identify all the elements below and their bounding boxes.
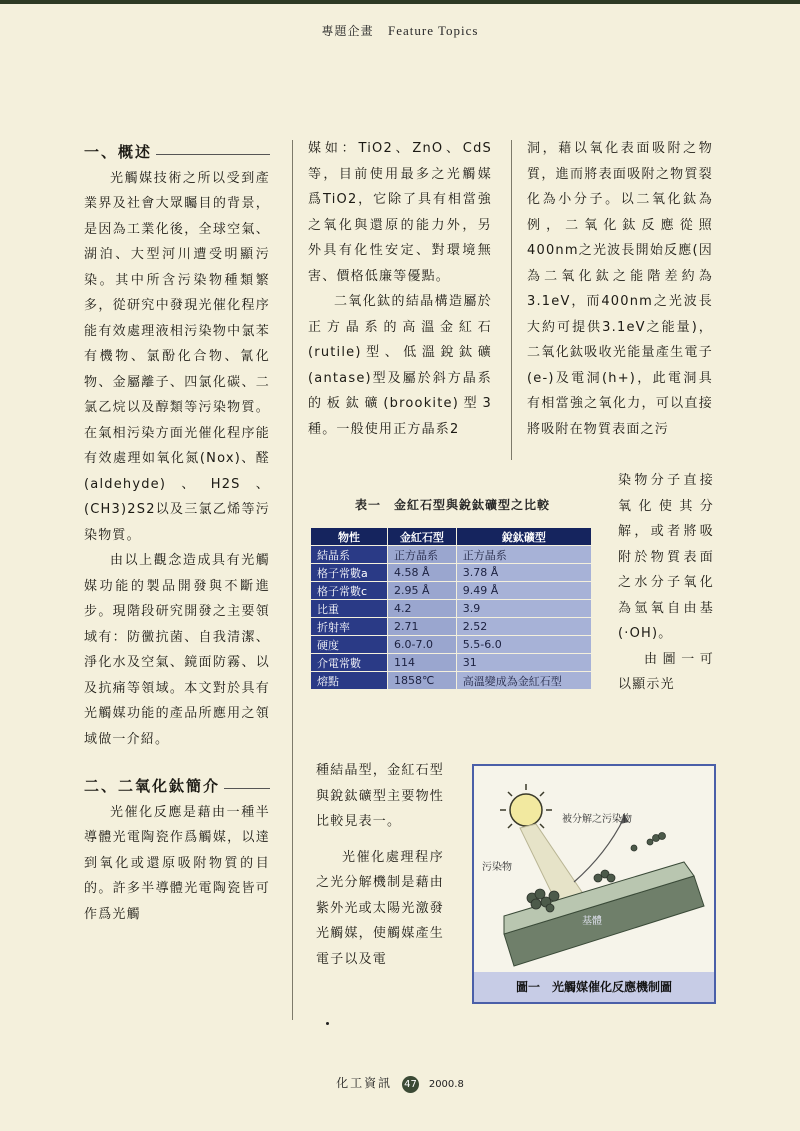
table-header: 物性 <box>311 528 388 546</box>
header-zh: 專題企畫 <box>321 24 374 38</box>
column-3-narrow <box>618 468 714 698</box>
figure-caption: 圖一 光觸媒催化反應機制圖 <box>474 972 714 1002</box>
header-en: Feature Topics <box>387 23 479 38</box>
label-pollutant: 污染物 <box>482 862 512 873</box>
column-divider <box>292 140 293 1020</box>
label-target: 被分解之污染物 <box>562 814 632 825</box>
table-row: 結晶系 正方晶系 正方晶系 <box>311 546 592 564</box>
column-1 <box>84 140 270 927</box>
bullet-dot <box>326 1022 329 1025</box>
paragraph: 光觸媒技術之所以受到產業界及社會大眾矚目的背景，是因為工業化後，全球空氣、湖泊、大型河川遭受明顯污染。其中所含污染物種類繁多，從研究中發現光催化程序能有效處理液相污染物中氯苯有機物、氯酚化合物、氰化物、金屬離子、四氯化碳、二氯乙烷以及醇類等污染物質。在氣相污染方面光催化程序能有效處理如氧化氮(Nox)、醛(aldehyde)、H2S、(CH3)2S2以及三氯乙烯等污染物質。 <box>84 170 270 543</box>
journal-name: 化工資訊 <box>336 1076 393 1090</box>
section-heading-tio2: 二、二氧化鈦簡介 <box>84 774 270 800</box>
top-rule <box>0 0 800 4</box>
column-divider <box>511 140 512 460</box>
paragraph: 洞，藉以氧化表面吸附之物質，進而將表面吸附之物質裂化為小分子。以二氧化鈦為例，二氧化鈦反應從照400nm之光波長開始反應(因為二氧化鈦之能階差約為3.1eV，而400nm之光波長大約可提供3.1eV之能量)，二氧化鈦吸收光能量產生電子(e-)及電洞(h+)，此電洞具有相當強之氧化力，可以直接將吸附在物質表面之污 <box>527 141 713 437</box>
paragraph: 由圖一可以顯示光 <box>618 651 714 692</box>
table-row: 熔點 1858℃ 高溫變成為金紅石型 <box>311 672 592 690</box>
page-number: 47 <box>402 1076 419 1093</box>
comparison-table <box>310 527 592 690</box>
table-caption: 表一 金紅石型與銳鈦礦型之比較 <box>355 498 551 512</box>
figure-mechanism <box>472 764 716 1004</box>
table-row: 比重 4.2 3.9 <box>311 600 592 618</box>
table-row: 格子常數c 2.95 Å 9.49 Å <box>311 582 592 600</box>
table-header: 金紅石型 <box>388 528 457 546</box>
table-row: 格子常數a 4.58 Å 3.78 Å <box>311 564 592 582</box>
table-header: 銳鈦礦型 <box>456 528 591 546</box>
paragraph: 光催化處理程序之光分解機制是藉由紫外光或太陽光激發光觸媒，使觸媒產生電子以及電 <box>316 849 444 967</box>
issue-date: 2000.8 <box>428 1079 464 1090</box>
paragraph: 光催化反應是藉由一種半導體光電陶瓷作爲觸媒，以達到氧化或還原吸附物質的目的。許多半導體光電陶瓷皆可作爲光觸 <box>84 804 270 922</box>
label-substrate: 基體 <box>582 916 602 927</box>
paragraph: 染物分子直接氧化使其分解，或者將吸附於物質表面之水分子氧化為氫氧自由基(·OH)。 <box>618 473 714 641</box>
table-row: 折射率 2.71 2.52 <box>311 618 592 636</box>
paragraph: 媒如：TiO2、ZnO、CdS等，目前使用最多之光觸媒爲TiO2，它除了具有相當強之氧化與還原的能力外，另外具有化性安定、對環境無害、價格低廉等優點。 <box>308 141 492 284</box>
section-heading-overview: 一、概述 <box>84 140 270 166</box>
paragraph: 由以上觀念造成具有光觸媒功能的製品開發與不斷進步。現階段研究開發之主要領域有：防黴抗菌、自我清潔、淨化水及空氣、鏡面防霧、以及抗痛等領域。本文對於具有光觸媒功能的產品所應用之領域做一介紹。 <box>84 553 270 747</box>
column-2-bottom <box>316 758 444 972</box>
page-footer <box>0 1074 800 1093</box>
table-row: 介電常數 114 31 <box>311 654 592 672</box>
column-3-top <box>527 136 713 442</box>
table-row: 硬度 6.0-7.0 5.5-6.0 <box>311 636 592 654</box>
paragraph: 二氧化鈦的結晶構造屬於正方晶系的高溫金紅石(rutile)型、低溫銳鈦礦(antase)型及屬於斜方晶系的板鈦礦(brookite)型3種。一般使用正方晶系2 <box>308 294 492 437</box>
paragraph: 種結晶型，金紅石型與銳鈦礦型主要物性比較見表一。 <box>316 763 444 829</box>
column-2-top <box>308 136 492 442</box>
running-header <box>0 22 800 39</box>
